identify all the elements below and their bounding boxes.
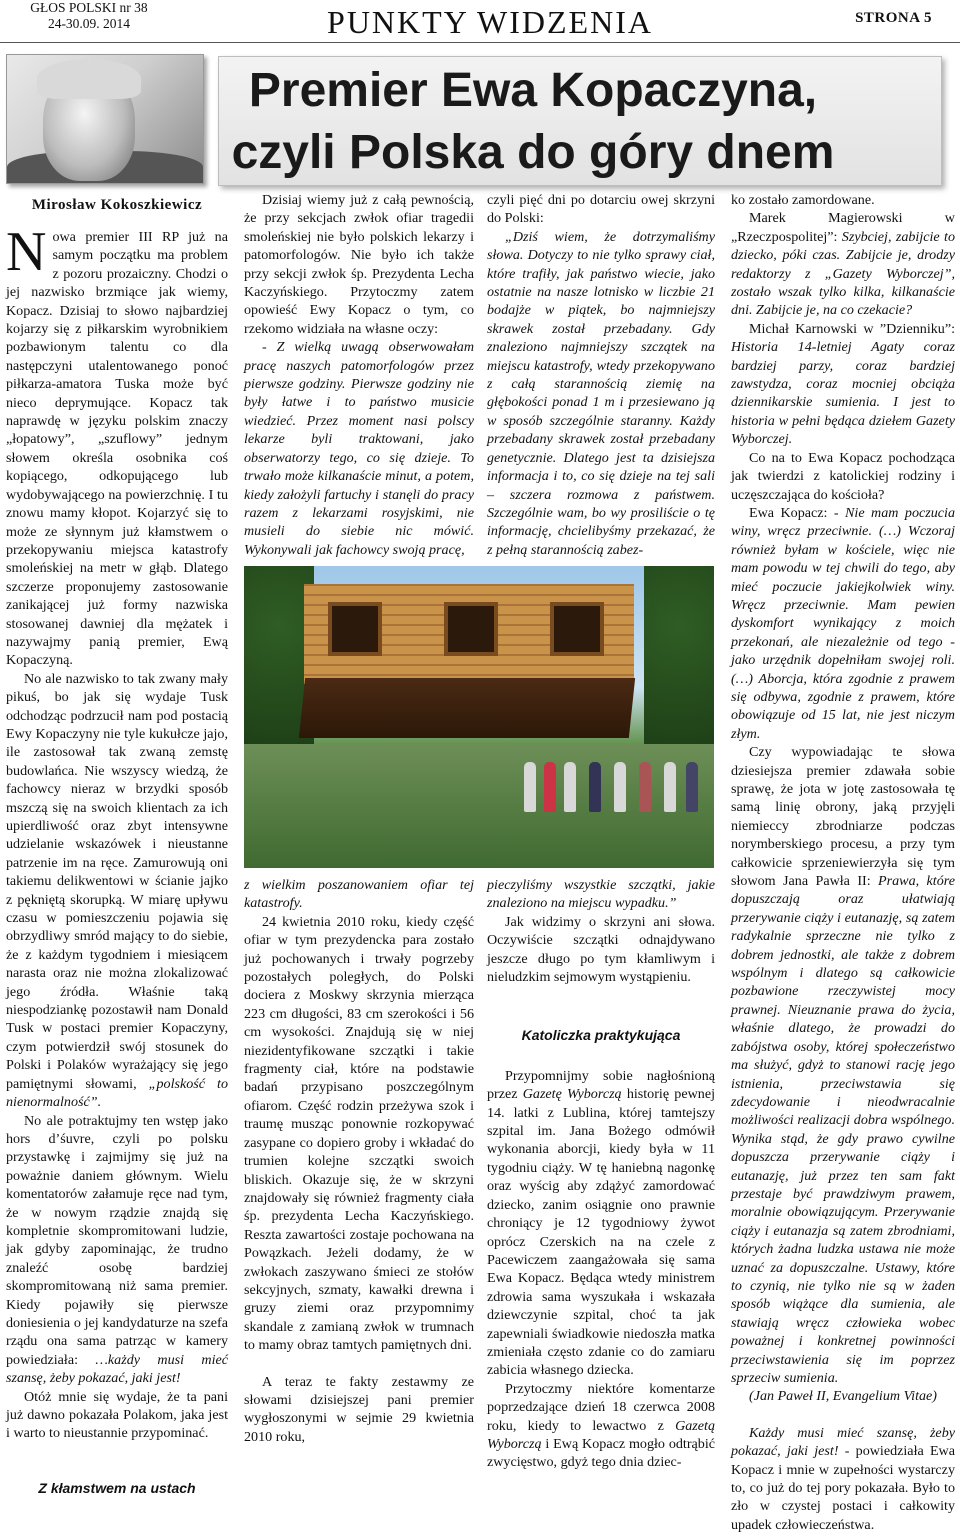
quote: Nie mam poczucia winy, wręcz przeciwnie. (…) Wczoraj również byłam w kościele, więc nie mam powodu w tej chwili do tego, aby mieć poczucie jakiejkolwiek winy. Wręcz przeciwnie. Mam pewien dyskomfort wynikający z moich przekonań, ale niezależnie od tego - jako urzędnik dopełniłam swojej roli. (…) Aborcja, która zgodnie z prawem się odbywa, zgodnie z prawem, które obowiązuje od 15 lat, nie jest niczym złym. — [731, 504, 955, 742]
text: Gazetą Wyborczą — [487, 1417, 715, 1452]
quote: Historia 14-letniej Agaty coraz bardziej parzy, coraz bardziej zawstydza, coraz mocniej obciąża dziennikarskie sumienia. I jest to historia w pełni będąca dziełem Gazety Wyborczej. — [731, 339, 955, 448]
quote: pieczyliśmy wszystkie szczątki, jakie znaleziono na miejscu wypadku.” — [487, 877, 715, 912]
text: i Ewą Kopacz mogło odtrąbić zwycięstwo, gdyż tego dnia dziec- — [487, 1435, 715, 1471]
paragraph: Jak widzimy o skrzyni ani słowa. Oczywiście szczątki odnajdywano jeszcze długo po tym kłamliwym i nieludzkim sejmowym wystąpieniu. — [487, 913, 715, 986]
quote: Szybciej, zabijcie to dziecko, póki czas. Zabijcie je, drodzy redaktorzy z „Gazety Wyborczej”, zostało wszak tylko kilka, kilkanaście dni. Zabijcie je, na co czekacie? — [731, 228, 955, 319]
column-2 — [244, 191, 474, 559]
text: Ewa Kopacz: - — [749, 504, 846, 521]
text: Przypomnijmy sobie nagłośnioną przez — [487, 1067, 715, 1103]
subheading: Katoliczka praktykująca — [521, 1027, 681, 1044]
author-name: Mirosław Kokoszkiewicz — [31, 197, 203, 213]
column-3-continued — [487, 876, 715, 1472]
text: Przytoczmy niektóre komentarze poprzedzające dzień 18 czerwca 2008 roku, kiedy to lewactwo z — [487, 1380, 715, 1434]
paragraph: ko zostało zamordowane. — [731, 192, 875, 208]
header-divider — [0, 42, 960, 43]
column-3 — [487, 191, 715, 559]
paragraph: Dzisiaj wiemy już z całą pewnością, że przy sekcjach zwłok ofiar tragedii smoleńskiej nie było polskich lekarzy i patomorfologów. Nie było ich także przy sekcji zwłok śp. Prezydenta Lecha Kaczyńskiego. Przytoczmy zatem opowieść Ewy Kopacz o tym, co rzekomo widziała na własne oczy: — [244, 192, 474, 337]
quote: …każdy musi mieć szansę, żeby pokazać, jaki jest! — [6, 1351, 228, 1387]
column-1 — [6, 221, 228, 1497]
section-title: PUNKTY WIDZENIA — [327, 4, 653, 40]
text: Michał Karnowski w ”Dzienniku”: — [749, 320, 955, 337]
paper-name: GŁOS POLSKI nr 38 — [30, 0, 148, 15]
title-line-1: Premier Ewa Kopaczyna, — [248, 64, 818, 117]
text: Czy wypowiadając te słowa dziesiejsza premier zdawała sobie sprawę, że jota w jotę zastosowała tę samą linię obrony, jaką przyjęli niemieccy zbrodniarze podczas norymberskiego procesu, a przy tym całkowicie sprzeniewierzyła się tym słowom Jana Pawła II: — [731, 744, 955, 890]
quote: „Dziś wiem, że dotrzymaliśmy słowa. Dotyczy to nie tylko sprawy ciał, które trafiły, jak państwo wiecie, jako ostatnie na nasze lotnisko w liczbie 21 bodajże w piątek, bo najmniejszy skrawek został przebadany. Gdy znaleziono najmniejszy szczątek na miejscu katastrofy, wtedy przekopywano z całą starannością ziemię na głębokości ponad 1 m i przesiewano ją w sposób szczególnie staranny. Każdy przebadany skrawek został przebadany genetycznie. Dlatego jest ta dzisiejsza informacja i to, co się dzieje na tej sali – szczera rozmowa z państwem. Szczególnie wam, bo wy prosiliście o tę informację, chcielibyśmy przekazać, że z pełną starannością zabez- — [487, 228, 715, 558]
paragraph: No ale potraktujmy ten wstęp jako hors d’śuvre, czyli po polsku przystawkę i zajmijmy się już na poważnie daniem głównym. Wielu komentatorów załamuje ręce nad tym, że w nowym rządzie znajdą się kompletnie skompromitowani ludzie, jak gdyby zapominając, że trudno znaleźć osobę bardziej skompromitowaną niż sama premier. Kiedy pojawiły się pierwsze doniesienia o jej kandydaturze na szefa rządu ona sama patrząc w kamery powiedziała: — [6, 1112, 228, 1368]
title-line-2: czyli Polska do góry dnem — [231, 126, 835, 179]
citation: (Jan Paweł II, Evangelium Vitae) — [749, 1388, 937, 1405]
paragraph: No ale nazwisko to tak zwany mały pikuś, bo jak się wydaje Tusk odchodząc podrzucił nam pod postacią Ewy Kopaczyny nie tyle kukułcze jajo, ile zastosował tak zwaną zemstę budowlańca. Nie wszyscy wiedzą, że fachowcy nieraz w brzydki sposób mszczą się na swoich klientach za ich upierdliwość oraz zbyt intensywne udzielanie wskazówek i nieustanne patrzenie im na ręce. Zamurowują oni takiemu delikwentowi w ścianie jajko z pękniętą skorupką. W miarę upływu czasu w pomieszczeniu pojawia się obrzydliwy smród mający to do siebie, że z każdym tygodniem i miesiącem narasta oraz nie można zlokalizować jego źródła. Właśnie taką niespodziankę pozostawił nam Donald Tusk w postaci premier Kopaczyny, czym potwierdził swój stosunek do Polski i Polaków wyrażający się jego pamiętnymi słowami, — [6, 670, 228, 1092]
paragraph: Co na to Ewa Kopacz pochodząca jak twierdzi z katolickiej rodziny i uczęszczająca do kościoła? — [731, 449, 955, 503]
paragraph: A teraz te fakty zestawmy ze słowami dzisiejszej pani premier wygłoszonymi w sejmie 29 kwietnia 2010 roku, — [244, 1373, 474, 1445]
text: Gazetę Wyborczą — [522, 1086, 622, 1103]
text: historię pewnej 14. latki z Lublina, której tamtejszy szpital im. Jana Bożego odmówił wykonania aborcji, kiedy była w 11 tygodniu ciąży. W tę haniebną nagonkę oraz wyścig aby zdążyć zamordować dziecko, zanim osiągnie ono prawnie chroniący je 12 tygodniowy żywot oprócz Czerskich na na czele z Pacewiczem zaangażowała się sama Ewa Kopacz. Będąca wtedy ministrem zdrowia sama wyszukała i wskazała dziewczynie szpital, choć ta jak zapewniali świadkowie niedoszła matka zmieniała często zdanie co do zamiaru zabicia własnego dziecka. — [487, 1086, 715, 1379]
column-4 — [731, 191, 955, 1534]
quote: Prawa, które dopuszczają oraz ułatwiają przerywanie ciąży i eutanazję, są zatem radykalnie sprzeczne nie tylko z dobrem jednostki, ale także z dobrem wspólnym i dlatego są całkowicie pozbawione rzeczywistej mocy prawnej. Nieuznanie prawa do życia, właśnie dlatego, że prowadzi do zabójstwa osoby, której społeczeństwo ma służyć, gdyż to stanowi rację jego istnienia, przeciwstawia się zdecydowanie i nieodwracalnie możliwości realizacji dobra wspólnego. Wynika stąd, że gdy prawo cywilne dopuszcza przerywanie ciąży i eutanazję, już przez ten sam fakt przestaje być prawdziwym prawem, moralnie obowiązującym. Przerywanie ciąży i eutanazja są zatem zbrodniami, których żadna ludzka ustawa nie może uznać za dopuszczalne. Ustawy, które to czynią, nie tylko nie są w żaden sposób wiążące dla sumienia, ale stawiają wręcz człowieka wobec poważnej i konkretnej powinności przeciwstawienia się im poprzez sprzeciw sumienia. — [731, 873, 955, 1386]
masthead-left — [0, 0, 178, 32]
quote: Każdy musi mieć szansę, żeby pokazać, jaki jest! — [731, 1424, 955, 1460]
upside-down-house-photo — [244, 566, 714, 868]
article-title — [218, 60, 848, 184]
paragraph: owa premier III RP już na samym początku ma problem z pozoru prozaiczny. Chodzi o jej nazwisko brzmiące jak wiemy, Kopacz. Dzisiaj to słowo najbardziej kojarzy się z piłkarskim wyrobnikiem pozbawionym talentu co dla następczyni utalentowanego ponoć piłkarza-amatora Tuska może być nieco deprymujące. Kopacz tak naprawdę w języku polskim znaczy „łopatowy”, „szuflowy” jednym słowem określa osobnika coś kopiącego, odkopującego lub wydobywającego na powierzchnię. I tu znowu mamy kłopot. Kojarzyć się to może ze słynnym już kłamstwem o przekopywaniu miejsca katastrofy smoleńskiej na metr w głąb. Dlatego szczerze proponujemy zastosowanie zanikającej już formy nazwiska stosowanej dawniej dla mężatek i nazywajmy panią premier, Ewą Kopaczyną. — [6, 229, 228, 669]
quote: „polskość to nienormalność”. — [6, 1075, 228, 1111]
subheading: Z kłamstwem na ustach — [38, 1479, 196, 1496]
paragraph: Otóż mnie się wydaje, że ta pani już dawno pokazała Polakom, jaka jest i warto to nieustannie przypominać. — [6, 1388, 228, 1442]
author-photo — [6, 54, 204, 184]
text: Marek Magierowski w „Rzeczpospolitej”: — [731, 210, 955, 245]
quote: z wielkim poszanowaniem ofiar tej katastrofy. — [244, 877, 474, 912]
drop-cap: N — [6, 221, 47, 283]
page-number: STRONA 5 — [855, 10, 932, 26]
paragraph: 24 kwietnia 2010 roku, kiedy część ofiar w tym prezydencka para zostało już pochowanych i trwały pogrzeby pozostałych poległych, do Polski dociera z Moskwy skrzynia mierząca 223 cm długości, 83 cm szerokości i 56 cm wysokości. Znajdują się w niej niezidentyfikowane szczątki i takie fragmenty ciał, które na podstawie badań przypisano poszczególnym ofiarom. Część rodzin przeżywa szok i traumę musząc ponownie rozkopywać zasypane co dopiero groby i wkładać do trumien kolejne szczątki swoich bliskich. Okazuje się, że w skrzyni znajdowały się również fragmenty ciała śp. prezydenta Lecha Kaczyńskiego. Reszta zawartości zostaje pochowana na Powązkach. Jeżeli dodamy, że w zwłokach zaszywano śmieci ze stołów sekcyjnych, szmaty, kawałki drewna i gruzy ziemi oraz przypomnimy skandale z zamianą zwłok w trumnach to mamy obraz tamtych pamiętnych dni. — [244, 913, 474, 1354]
text: - powiedziała Ewa Kopacz i mnie w zupełności wystarczy to, co już do tej pory pokazała. Było to zło w czystej postaci i całkowity upadek człowieczeństwa. — [731, 1443, 955, 1533]
quote: - Z wielką uwagą obserwowałam pracę naszych patomorfologów przez pierwsze godziny. Pierwsze godziny nie były łatwe i to państwo musicie wiedzieć. Przez moment nasi polscy lekarze byli traktowani, jako obserwatorzy tego, co się dzieje. To trwało może kilkanaście minut, a potem, kiedy założyli fartuchy i stanęli do pracy razem z lekarzami rosyjskimi, nie musieli do siebie nic mówić. Wykonywali jak fachowcy swoją pracę, — [244, 339, 474, 558]
column-2-continued — [244, 876, 474, 1446]
issue-date: 24-30.09. 2014 — [47, 16, 131, 31]
paragraph: czyli pięć dni po dotarciu owej skrzyni do Polski: — [487, 192, 715, 227]
